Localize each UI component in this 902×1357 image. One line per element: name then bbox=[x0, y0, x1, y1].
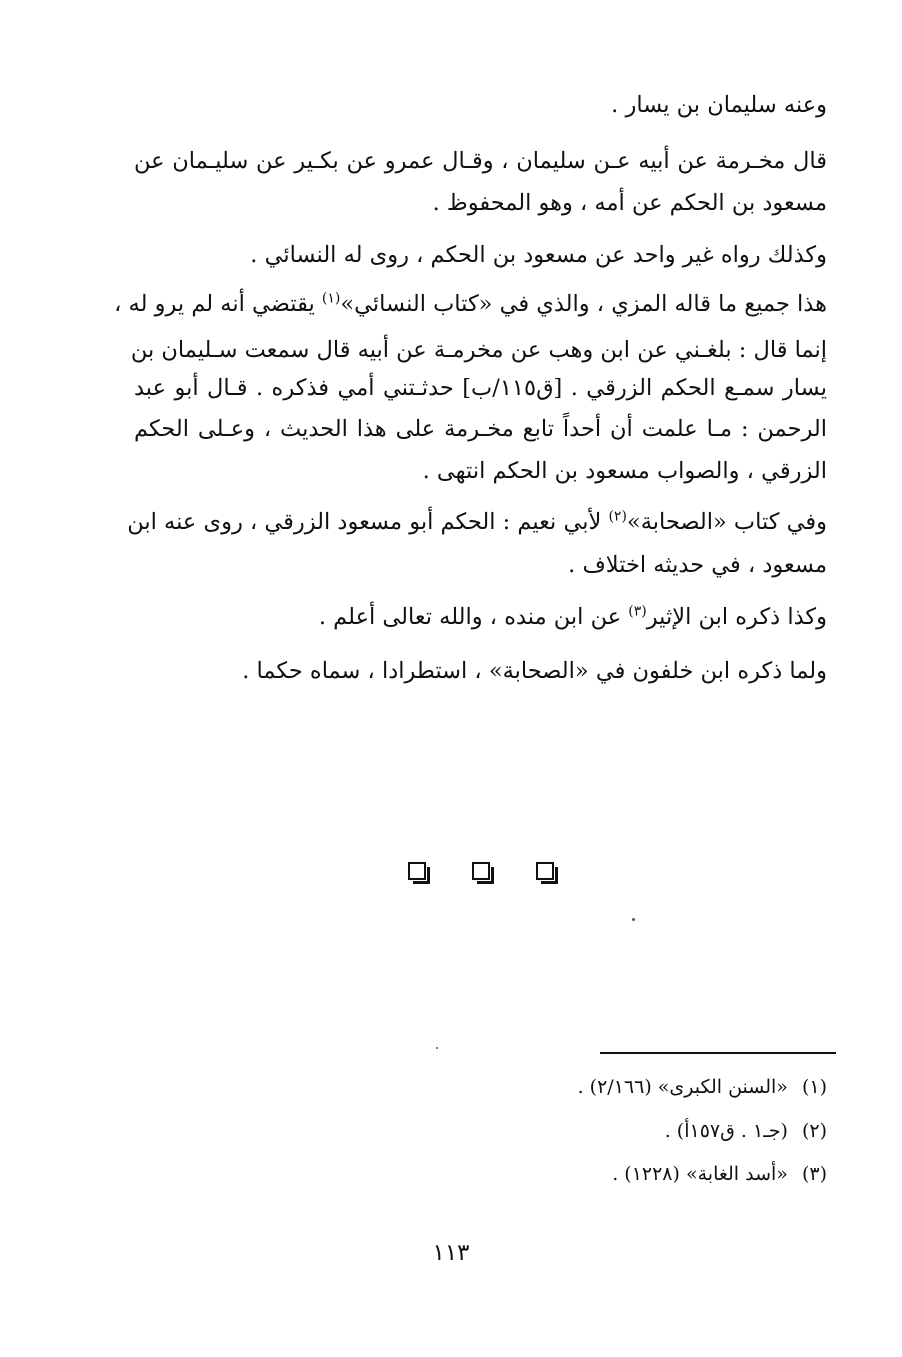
square-ornament-icon bbox=[472, 862, 492, 882]
footnote-number: (٢) bbox=[801, 1120, 827, 1142]
footnote-ref-2[interactable]: (٢) bbox=[608, 508, 627, 525]
footnote-text: (جـ١ . ق١٥٧أ) . bbox=[664, 1120, 788, 1142]
footnote-1 bbox=[578, 1074, 827, 1100]
footnote-text: «السنن الكبرى» (٢/١٦٦) . bbox=[577, 1076, 788, 1098]
footnote-ref-3[interactable]: (٣) bbox=[628, 603, 647, 620]
text-line: إنما قال : بلغـني عن ابن وهب عن مخرمـة عن أبيه قال سمعت سـليمان بن bbox=[130, 337, 827, 363]
text-line: الرحمن : مـا علمت أن أحداً تابع مخـرمة على هذا الحديث ، وعـلى الحكم bbox=[134, 416, 827, 442]
speck bbox=[632, 918, 635, 921]
text-line: يسار سمـع الحكم الزرقي . [ق١١٥/ب] حدثـتني أمي فذكره . قـال أبو عبد bbox=[134, 375, 827, 401]
square-ornament-icon bbox=[408, 862, 428, 882]
footnote-ref-1[interactable]: (١) bbox=[321, 290, 341, 307]
page-number: ١١٣ bbox=[432, 1240, 470, 1266]
footnote-text: «أسد الغابة» (١٢٢٨) . bbox=[612, 1163, 788, 1185]
section-end-ornament bbox=[408, 862, 556, 890]
text-line: ولما ذكره ابن خلفون في «الصحابة» ، استطرادا ، سماه حكما . bbox=[242, 658, 827, 684]
text-fragment: عن ابن منده ، والله تعالى أعلم . bbox=[318, 604, 622, 630]
text-line bbox=[127, 507, 827, 537]
text-line: الزرقي ، والصواب مسعود بن الحكم انتهى . bbox=[422, 458, 827, 484]
text-line bbox=[134, 602, 827, 632]
text-line: مسعود ، في حديثه اختلاف . bbox=[568, 552, 827, 578]
speck bbox=[436, 1047, 438, 1049]
footnote-2 bbox=[665, 1118, 827, 1144]
footnote-3 bbox=[612, 1161, 827, 1187]
footnote-number: (١) bbox=[801, 1076, 827, 1098]
footnote-number: (٣) bbox=[801, 1163, 827, 1185]
text-line: قال مخـرمة عن أبيه عـن سليمان ، وقـال عمرو عن بكـير عن سليـمان عن bbox=[134, 148, 827, 174]
text-line: وكذلك رواه غير واحد عن مسعود بن الحكم ، روى له النسائي . bbox=[250, 242, 827, 268]
footnote-divider bbox=[600, 1052, 836, 1054]
text-fragment: لأبي نعيم : الحكم أبو مسعود الزرقي ، روى عنه ابن bbox=[127, 509, 602, 535]
text-fragment: هذا جميع ما قاله المزي ، والذي في «كتاب النسائي» bbox=[340, 291, 827, 317]
text-fragment: يقتضي أنه لم يرو له ، bbox=[114, 291, 315, 317]
text-line bbox=[114, 289, 827, 319]
text-line: وعنه سليمان بن يسار . bbox=[611, 92, 827, 118]
square-ornament-icon bbox=[536, 862, 556, 882]
text-line: مسعود بن الحكم عن أمه ، وهو المحفوظ . bbox=[432, 190, 827, 216]
text-fragment: وكذا ذكره ابن الإثير bbox=[646, 604, 827, 630]
text-fragment: وفي كتاب «الصحابة» bbox=[626, 509, 827, 535]
